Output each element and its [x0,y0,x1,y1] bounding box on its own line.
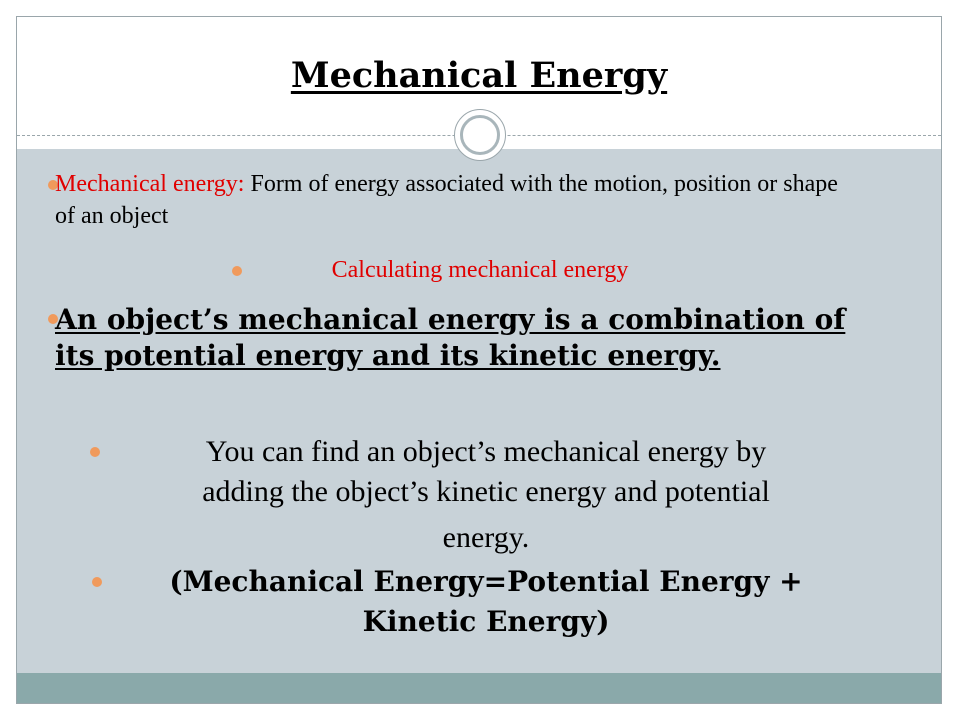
bullet-5-line-2: Kinetic Energy) [362,605,610,638]
bullet-4-line-1: You can find an object’s mechanical energy by [205,435,767,468]
bullet-2-text: Calculating mechanical energy [331,257,629,283]
circle-ornament-inner [460,115,500,155]
bullet-5-line-1: (Mechanical Energy=Potential Energy + [169,565,803,598]
bullet-5 [86,562,886,642]
bullet-1 [55,168,855,232]
circle-ornament-icon [454,109,506,161]
bullet-1-text: Form of energy associated with the motion, position or shape of an object [55,171,838,229]
bullet-3-text: An object’s mechanical energy is a combination of its potential energy and its kinetic energy. [55,303,846,372]
bullet-4-line-3: energy. [442,521,530,554]
bullet-1-label: Mechanical energy: [55,171,245,197]
slide-title: Mechanical Energy [290,55,668,96]
bullet-4-line-2: adding the object’s kinetic energy and potential [202,475,770,508]
footer-bar [17,673,941,704]
bullet-4 [86,432,886,558]
